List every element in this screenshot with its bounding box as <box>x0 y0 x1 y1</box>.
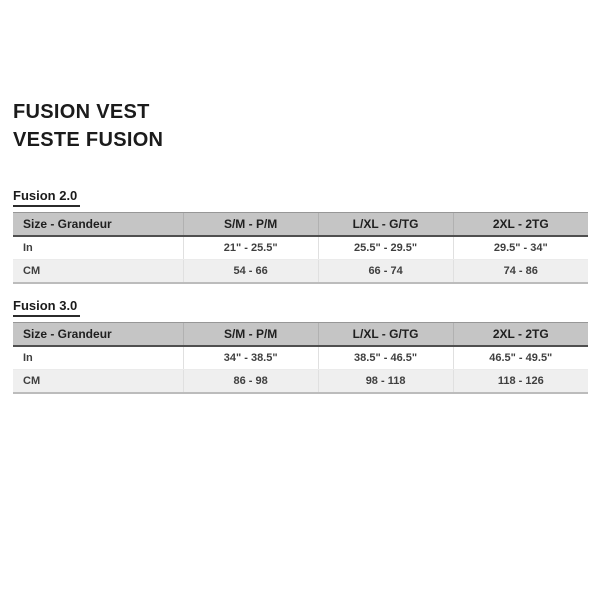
row-label-cm: CM <box>13 370 183 394</box>
fusion-3-0-size-table <box>13 322 588 394</box>
column-header-size-grandeur: Size - Grandeur <box>13 323 183 347</box>
cell-value: 25.5" - 29.5" <box>318 236 453 260</box>
column-header-lxl-gtg: L/XL - G/TG <box>318 213 453 237</box>
cell-value: 29.5" - 34" <box>453 236 588 260</box>
table-row-inches <box>13 236 588 260</box>
column-header-lxl-gtg: L/XL - G/TG <box>318 323 453 347</box>
cell-value: 46.5" - 49.5" <box>453 346 588 370</box>
fusion-2-0-section <box>13 187 588 284</box>
table-header-row <box>13 323 588 347</box>
fusion-2-0-size-table <box>13 212 588 284</box>
cell-value: 54 - 66 <box>183 260 318 284</box>
column-header-2xl-2tg: 2XL - 2TG <box>453 213 588 237</box>
table-row-inches <box>13 346 588 370</box>
column-header-sm-pm: S/M - P/M <box>183 323 318 347</box>
cell-value: 74 - 86 <box>453 260 588 284</box>
table-row-centimeters <box>13 260 588 284</box>
fusion-2-0-section-label: Fusion 2.0 <box>13 188 80 207</box>
row-label-cm: CM <box>13 260 183 284</box>
column-header-2xl-2tg: 2XL - 2TG <box>453 323 588 347</box>
fusion-3-0-section <box>13 297 588 394</box>
column-header-size-grandeur: Size - Grandeur <box>13 213 183 237</box>
cell-value: 21" - 25.5" <box>183 236 318 260</box>
cell-value: 86 - 98 <box>183 370 318 394</box>
fusion-3-0-section-label: Fusion 3.0 <box>13 298 80 317</box>
cell-value: 66 - 74 <box>318 260 453 284</box>
cell-value: 98 - 118 <box>318 370 453 394</box>
page-title-french: VESTE FUSION <box>13 129 164 151</box>
page-title <box>13 98 588 154</box>
cell-value: 118 - 126 <box>453 370 588 394</box>
row-label-in: In <box>13 236 183 260</box>
page-title-english: FUSION VEST <box>13 101 150 123</box>
table-row-centimeters <box>13 370 588 394</box>
row-label-in: In <box>13 346 183 370</box>
table-header-row <box>13 213 588 237</box>
column-header-sm-pm: S/M - P/M <box>183 213 318 237</box>
cell-value: 34" - 38.5" <box>183 346 318 370</box>
cell-value: 38.5" - 46.5" <box>318 346 453 370</box>
